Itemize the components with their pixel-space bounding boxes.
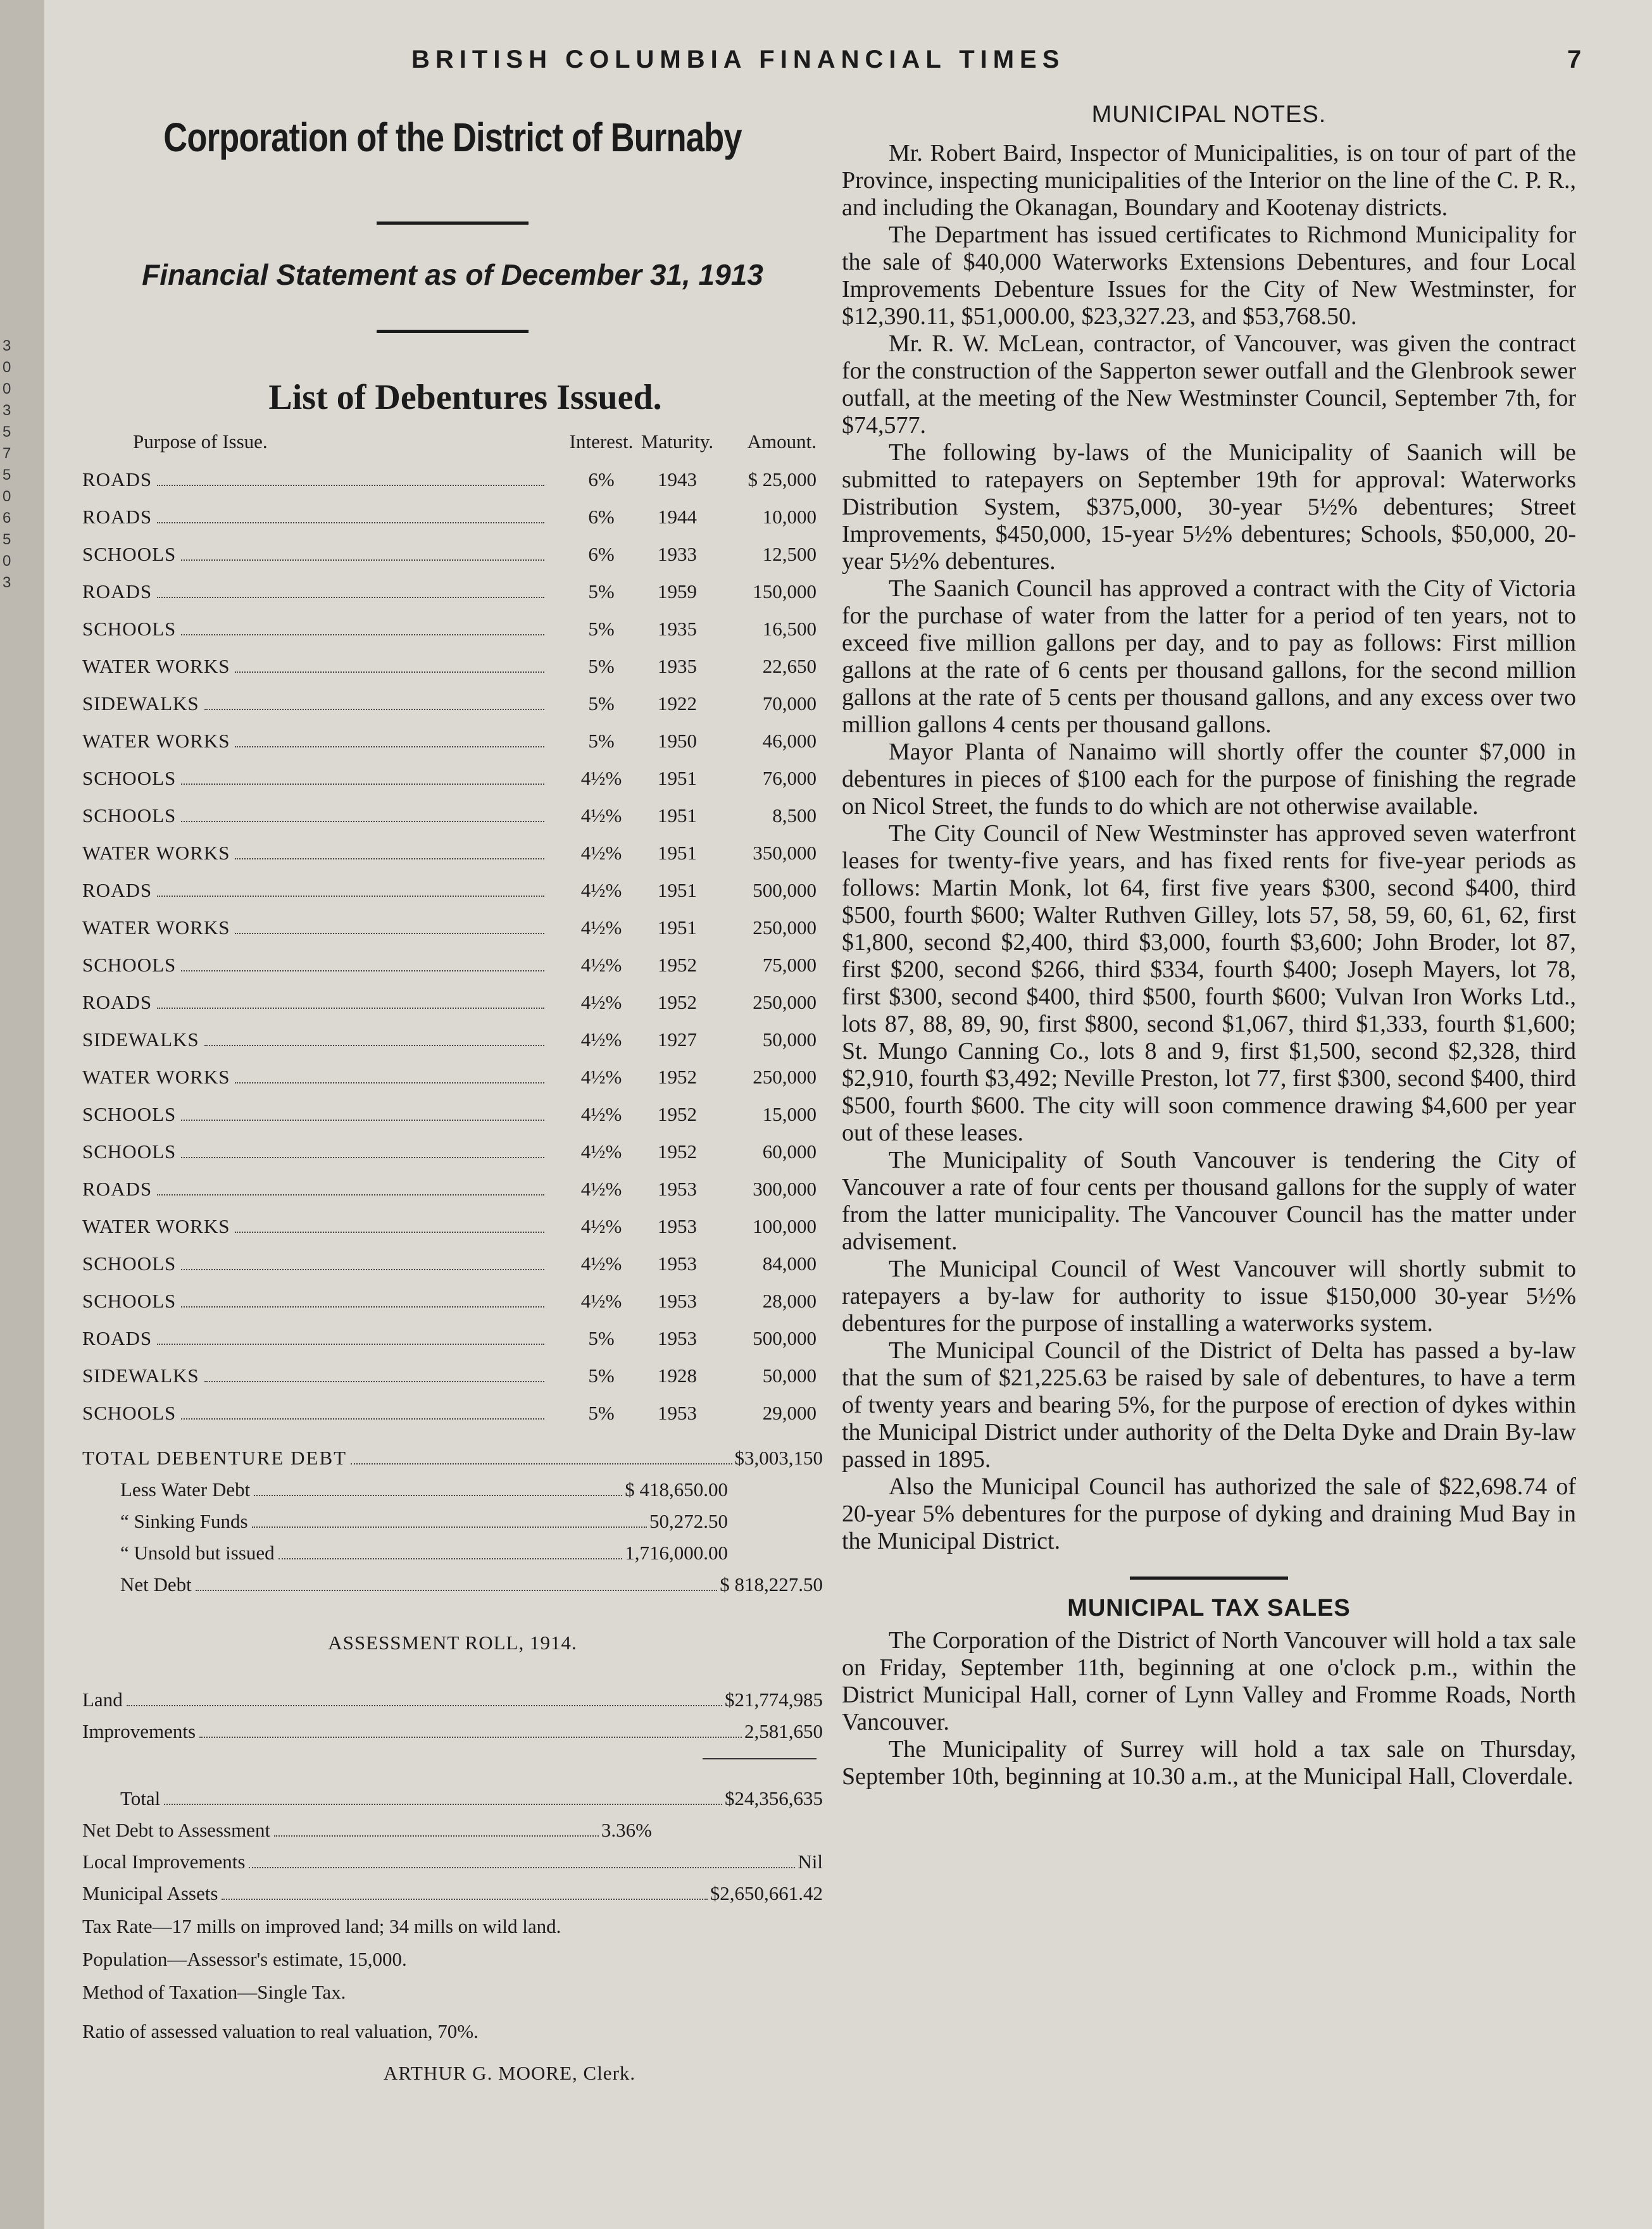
cell-interest: 4½% (580, 1289, 622, 1312)
purpose-label: SIDEWALKS (82, 1364, 199, 1387)
total-row: Total $24,356,635 (120, 1787, 823, 1809)
cell-maturity: 1951 (658, 766, 697, 789)
cell-maturity: 1953 (658, 1289, 697, 1312)
table-row (82, 1357, 817, 1394)
cell-maturity: 1953 (658, 1252, 697, 1275)
cell-purpose (82, 1133, 563, 1170)
cell-maturity: 1952 (658, 1065, 697, 1088)
cell-amount: 28,000 (762, 1289, 817, 1312)
assessment-heading: ASSESSMENT ROLL, 1914. (328, 1632, 577, 1654)
cell-amount: 350,000 (753, 841, 817, 864)
cell-purpose (82, 983, 563, 1021)
cell-interest: 4½% (580, 1252, 622, 1275)
cell-amount: 150,000 (753, 580, 817, 603)
purpose-label: WATER WORKS (82, 916, 230, 939)
cell-amount: 29,000 (762, 1401, 817, 1424)
news-paragraph: Mr. Robert Baird, Inspector of Municipalities, is on tour of part of the Province, inspecting municipalities of the Interior on the line of the C. P. R., and including the Okanagan, Boundary and Kootenay districts. (842, 140, 1576, 221)
margin-digit: 0 (3, 488, 11, 505)
purpose-label: SIDEWALKS (82, 1028, 199, 1051)
cell-amount: 50,000 (762, 1028, 817, 1051)
news-paragraph: The Corporation of the District of North Vancouver will hold a tax sale on Friday, September 11th, beginning at one o'clock p.m., within the District Municipal Hall, corner of Lynn Valley and Fromme Roads, North Vancouver. (842, 1627, 1576, 1735)
news-paragraph: Mr. R. W. McLean, contractor, of Vancouver, was given the contract for the construction of the Sapperton sewer outfall and the Glenbrook sewer outfall, at the meeting of the New Westminster Council, September 7th, for $74,577. (842, 330, 1576, 439)
table-row (82, 685, 817, 722)
cell-maturity: 1959 (658, 580, 697, 603)
cell-maturity: 1953 (658, 1327, 697, 1349)
cell-amount: 75,000 (762, 953, 817, 976)
purpose-label: SCHOOLS (82, 804, 177, 827)
table-row (82, 1170, 817, 1208)
purpose-label: ROADS (82, 990, 153, 1013)
cell-interest: 4½% (580, 1140, 622, 1163)
margin-digits (3, 335, 13, 594)
land-row: Land $21,774,985 (82, 1689, 823, 1711)
table-row (82, 871, 817, 909)
margin-digit: 5 (3, 531, 11, 548)
cell-interest: 5% (588, 1364, 615, 1387)
news-paragraph: The Municipal Council of West Vancouver will shortly submit to ratepayers a by-law for authority to issue $150,000 30-year 5½% debentures for the purpose of installing a waterworks system. (842, 1256, 1576, 1337)
cell-maturity: 1952 (658, 1140, 697, 1163)
clerk-signature: ARTHUR G. MOORE, Clerk. (383, 2062, 636, 2084)
cell-maturity: 1950 (658, 729, 697, 752)
tax-sales-heading: MUNICIPAL TAX SALES (1067, 1595, 1351, 1621)
cell-purpose (82, 647, 563, 685)
cell-maturity: 1951 (658, 916, 697, 939)
margin-digit: 6 (3, 509, 11, 527)
municipal-assets: Municipal Assets $2,650,661.42 (82, 1882, 823, 1904)
binding-gutter (0, 0, 44, 2229)
cell-interest: 4½% (580, 1065, 622, 1088)
purpose-label: ROADS (82, 580, 153, 603)
cell-interest: 5% (588, 1327, 615, 1349)
divider-rule (377, 330, 529, 333)
news-paragraph: The following by-laws of the Municipality of Saanich will be submitted to ratepayers on September 19th for approval: Waterworks Distribution System, $375,000, 30-year 5½% debentures; Street Improvements, $450,000, 15-year 5½% debentures; Schools, $50,000, 20-year 5½% debentures. (842, 439, 1576, 575)
purpose-label: SCHOOLS (82, 1102, 177, 1125)
purpose-label: SIDEWALKS (82, 692, 199, 715)
table-row (82, 610, 817, 647)
list-heading: List of Debentures Issued. (268, 378, 662, 417)
cell-amount: 500,000 (753, 878, 817, 901)
cell-amount: 16,500 (762, 617, 817, 640)
table-row (82, 983, 817, 1021)
margin-digit: 5 (3, 423, 11, 440)
divider-rule (1130, 1577, 1288, 1580)
method-of-taxation: Method of Taxation—Single Tax. (82, 1981, 346, 2003)
cell-amount: 8,500 (772, 804, 817, 827)
purpose-label: SCHOOLS (82, 617, 177, 640)
cell-maturity: 1952 (658, 990, 697, 1013)
cell-interest: 4½% (580, 1177, 622, 1200)
sinking-funds: “ Sinking Funds 50,272.50 (120, 1510, 728, 1532)
table-row (82, 1208, 817, 1245)
table-row (82, 834, 817, 871)
statement-title: Corporation of the District of Burnaby (163, 115, 742, 160)
cell-amount: 500,000 (753, 1327, 817, 1349)
table-row (82, 1021, 817, 1058)
purpose-label: WATER WORKS (82, 841, 230, 864)
cell-amount: 12,500 (762, 542, 817, 565)
margin-digit: 3 (3, 402, 11, 419)
cell-interest: 4½% (580, 804, 622, 827)
municipal-notes-body (842, 140, 1576, 1555)
cell-maturity: 1951 (658, 804, 697, 827)
purpose-label: ROADS (82, 468, 153, 490)
cell-maturity: 1952 (658, 953, 697, 976)
cell-amount: 50,000 (762, 1364, 817, 1387)
page-number: 7 (1567, 46, 1582, 73)
cell-amount: 70,000 (762, 692, 817, 715)
net-debt: Net Debt $ 818,227.50 (120, 1573, 823, 1595)
cell-purpose (82, 1320, 563, 1357)
col-purpose: Purpose of Issue. (133, 430, 268, 453)
table-row (82, 1282, 817, 1320)
news-paragraph: The Saanich Council has approved a contract with the City of Victoria for the purchase of water from the latter for a period of ten years, not to exceed five million gallons per day, and to pay as follows: First million gallons at the rate of 6 cents per thousand gallons, for the second million gallons at the rate of 5 cents per thousand gallons, and any excess over two million gallons 4 cents per thousand gallons. (842, 575, 1576, 738)
table-row (82, 722, 817, 759)
purpose-label: SCHOOLS (82, 542, 177, 565)
cell-maturity: 1952 (658, 1102, 697, 1125)
news-paragraph: The Municipality of South Vancouver is tendering the City of Vancouver a rate of four cents per thousand gallons for the supply of water from the latter municipality. The Vancouver Council has the matter under advisement. (842, 1147, 1576, 1255)
cell-purpose (82, 834, 563, 871)
less-water-debt: Less Water Debt $ 418,650.00 (120, 1478, 728, 1501)
news-paragraph: Mayor Planta of Nanaimo will shortly offer the counter $7,000 in debentures in pieces of $100 each for the purpose of finishing the regrade on Nicol Street, the funds to do which are not otherwise available. (842, 739, 1576, 820)
cell-maturity: 1953 (658, 1214, 697, 1237)
cell-amount: 300,000 (753, 1177, 817, 1200)
cell-interest: 4½% (580, 1214, 622, 1237)
cell-interest: 5% (588, 617, 615, 640)
cell-maturity: 1928 (658, 1364, 697, 1387)
cell-interest: 4½% (580, 916, 622, 939)
cell-amount: 10,000 (762, 505, 817, 528)
cell-maturity: 1951 (658, 878, 697, 901)
purpose-label: WATER WORKS (82, 729, 230, 752)
notes-column (842, 101, 1576, 1790)
table-header-row (82, 430, 817, 461)
divider-rule (377, 222, 529, 225)
table-row (82, 1245, 817, 1282)
table-row (82, 909, 817, 946)
tax-rate: Tax Rate—17 mills on improved land; 34 mills on wild land. (82, 1915, 561, 1937)
cell-purpose (82, 1357, 563, 1394)
table-row (82, 1096, 817, 1133)
cell-purpose (82, 498, 563, 535)
tax-sales-body (842, 1627, 1576, 1790)
table-row (82, 946, 817, 983)
news-paragraph: The City Council of New Westminster has approved seven waterfront leases for twenty-five years, and has fixed rents for five-year periods as follows: Martin Monk, lot 64, first five years $300, second $400, third $500, fourth $600; Walter Ruthven Gilley, lots 57, 58, 59, 60, 61, 62, first $1,800, second $2,400, third $3,000, fourth $3,600; John Broder, lot 87, first $200, second $266, third $334, fourth $400; Joseph Mayers, lot 78, first $300, second $400, third $500, fourth $600; Vulvan Iron Works Ltd., lots 87, 88, 89, 90, first $800, second $1,067, third $1,333, fourth $1,600; St. Mungo Canning Co., lots 8 and 9, first $1,500, second $2,328, third $2,910, fourth $3,492; Neville Preston, lot 77, first $300, second $400, third $500, fourth $600. The city will soon commence drawing $4,600 per year out of these leases. (842, 820, 1576, 1146)
cell-maturity: 1927 (658, 1028, 697, 1051)
cell-amount: 84,000 (762, 1252, 817, 1275)
cell-purpose (82, 1394, 563, 1432)
margin-digit: 0 (3, 380, 11, 397)
cell-maturity: 1922 (658, 692, 697, 715)
cell-amount: 46,000 (762, 729, 817, 752)
municipal-notes-heading: MUNICIPAL NOTES. (1091, 101, 1327, 128)
cell-interest: 4½% (580, 766, 622, 789)
cell-amount: 60,000 (762, 1140, 817, 1163)
cell-interest: 4½% (580, 1028, 622, 1051)
cell-purpose (82, 909, 563, 946)
cell-purpose (82, 722, 563, 759)
cell-maturity: 1953 (658, 1177, 697, 1200)
purpose-label: ROADS (82, 505, 153, 528)
purpose-label: SCHOOLS (82, 1401, 177, 1424)
margin-digit: 5 (3, 466, 11, 484)
cell-purpose (82, 573, 563, 610)
cell-interest: 5% (588, 729, 615, 752)
table-row (82, 1394, 817, 1432)
cell-purpose (82, 1208, 563, 1245)
cell-amount: 15,000 (762, 1102, 817, 1125)
table-row (82, 1133, 817, 1170)
cell-interest: 6% (588, 542, 615, 565)
cell-amount: $ 25,000 (748, 468, 817, 490)
cell-purpose (82, 759, 563, 797)
cell-amount: 250,000 (753, 1065, 817, 1088)
cell-purpose (82, 1245, 563, 1282)
margin-digit: 0 (3, 359, 11, 376)
cell-interest: 4½% (580, 841, 622, 864)
cell-amount: 22,650 (762, 654, 817, 677)
cell-amount: 250,000 (753, 916, 817, 939)
table-row (82, 461, 817, 498)
cell-purpose (82, 871, 563, 909)
table-row (82, 647, 817, 685)
table-row (82, 1320, 817, 1357)
cell-interest: 5% (588, 692, 615, 715)
table-row (82, 1058, 817, 1096)
purpose-label: SCHOOLS (82, 1140, 177, 1163)
cell-interest: 6% (588, 468, 615, 490)
cell-maturity: 1943 (658, 468, 697, 490)
cell-amount: 100,000 (753, 1214, 817, 1237)
cell-interest: 4½% (580, 1102, 622, 1125)
sum-rule (703, 1758, 817, 1759)
cell-maturity: 1944 (658, 505, 697, 528)
cell-purpose (82, 1096, 563, 1133)
debentures-table (82, 430, 817, 1432)
cell-purpose (82, 1058, 563, 1096)
col-interest: Interest. (569, 430, 634, 453)
valuation-ratio: Ratio of assessed valuation to real valuation, 70%. (82, 2020, 479, 2042)
news-paragraph: Also the Municipal Council has authorized the sale of $22,698.74 of 20-year 5% debentures for the purpose of dyking and draining Mud Bay in the Municipal District. (842, 1473, 1576, 1554)
cell-purpose (82, 797, 563, 834)
margin-digit: 0 (3, 553, 11, 570)
col-maturity: Maturity. (641, 430, 714, 453)
cell-maturity: 1935 (658, 654, 697, 677)
masthead-title: BRITISH COLUMBIA FINANCIAL TIMES (411, 46, 1065, 73)
purpose-label: SCHOOLS (82, 1289, 177, 1312)
table-row (82, 498, 817, 535)
cell-interest: 5% (588, 654, 615, 677)
purpose-label: SCHOOLS (82, 953, 177, 976)
purpose-label: SCHOOLS (82, 1252, 177, 1275)
cell-maturity: 1935 (658, 617, 697, 640)
cell-maturity: 1933 (658, 542, 697, 565)
cell-purpose (82, 535, 563, 573)
cell-interest: 4½% (580, 878, 622, 901)
cell-purpose (82, 1170, 563, 1208)
improvements-row: Improvements 2,581,650 (82, 1720, 823, 1742)
cell-interest: 4½% (580, 990, 622, 1013)
unsold-but-issued: “ Unsold but issued 1,716,000.00 (120, 1542, 728, 1564)
table-row (82, 573, 817, 610)
cell-interest: 5% (588, 580, 615, 603)
cell-interest: 6% (588, 505, 615, 528)
news-paragraph: The Municipal Council of the District of Delta has passed a by-law that the sum of $21,225.63 be raised by sale of debentures, to have a term of twenty years and bearing 5%, for the purpose of erection of dykes within the Municipal District under authority of the Delta Dyke and Drain By-law passed in 1895. (842, 1337, 1576, 1473)
cell-maturity: 1953 (658, 1401, 697, 1424)
table-row (82, 535, 817, 573)
purpose-label: SCHOOLS (82, 766, 177, 789)
cell-amount: 76,000 (762, 766, 817, 789)
margin-digit: 3 (3, 574, 11, 591)
purpose-label: WATER WORKS (82, 1065, 230, 1088)
table-row (82, 759, 817, 797)
local-improvements: Local Improvements Nil (82, 1851, 823, 1873)
news-paragraph: The Municipality of Surrey will hold a tax sale on Thursday, September 10th, beginning at 10.30 a.m., at the Municipal Hall, Cloverdale. (842, 1736, 1576, 1790)
total-debenture-debt: TOTAL DEBENTURE DEBT $3,003,150 (82, 1447, 823, 1469)
net-debt-to-assessment: Net Debt to Assessment 3.36% (82, 1819, 652, 1841)
cell-purpose (82, 685, 563, 722)
table-row (82, 797, 817, 834)
cell-interest: 4½% (580, 953, 622, 976)
purpose-label: WATER WORKS (82, 1214, 230, 1237)
burnaby-statement (82, 101, 823, 2085)
purpose-label: ROADS (82, 1327, 153, 1349)
cell-purpose (82, 1021, 563, 1058)
margin-digit: 7 (3, 445, 11, 462)
cell-purpose (82, 946, 563, 983)
col-amount: Amount. (747, 430, 817, 453)
cell-purpose (82, 610, 563, 647)
cell-purpose (82, 461, 563, 498)
margin-digit: 3 (3, 337, 11, 354)
cell-maturity: 1951 (658, 841, 697, 864)
cell-amount: 250,000 (753, 990, 817, 1013)
cell-purpose (82, 1282, 563, 1320)
statement-subtitle: Financial Statement as of December 31, 1913 (142, 258, 763, 291)
news-paragraph: The Department has issued certificates to Richmond Municipality for the sale of $40,000 Waterworks Extensions Debentures, and four Local Improvements Debenture Issues for the City of New Westminster, for $12,390.11, $51,000.00, $23,327.23, and $53,768.50. (842, 222, 1576, 330)
purpose-label: WATER WORKS (82, 654, 230, 677)
purpose-label: ROADS (82, 878, 153, 901)
population: Population—Assessor's estimate, 15,000. (82, 1948, 407, 1970)
purpose-label: ROADS (82, 1177, 153, 1200)
cell-interest: 5% (588, 1401, 615, 1424)
